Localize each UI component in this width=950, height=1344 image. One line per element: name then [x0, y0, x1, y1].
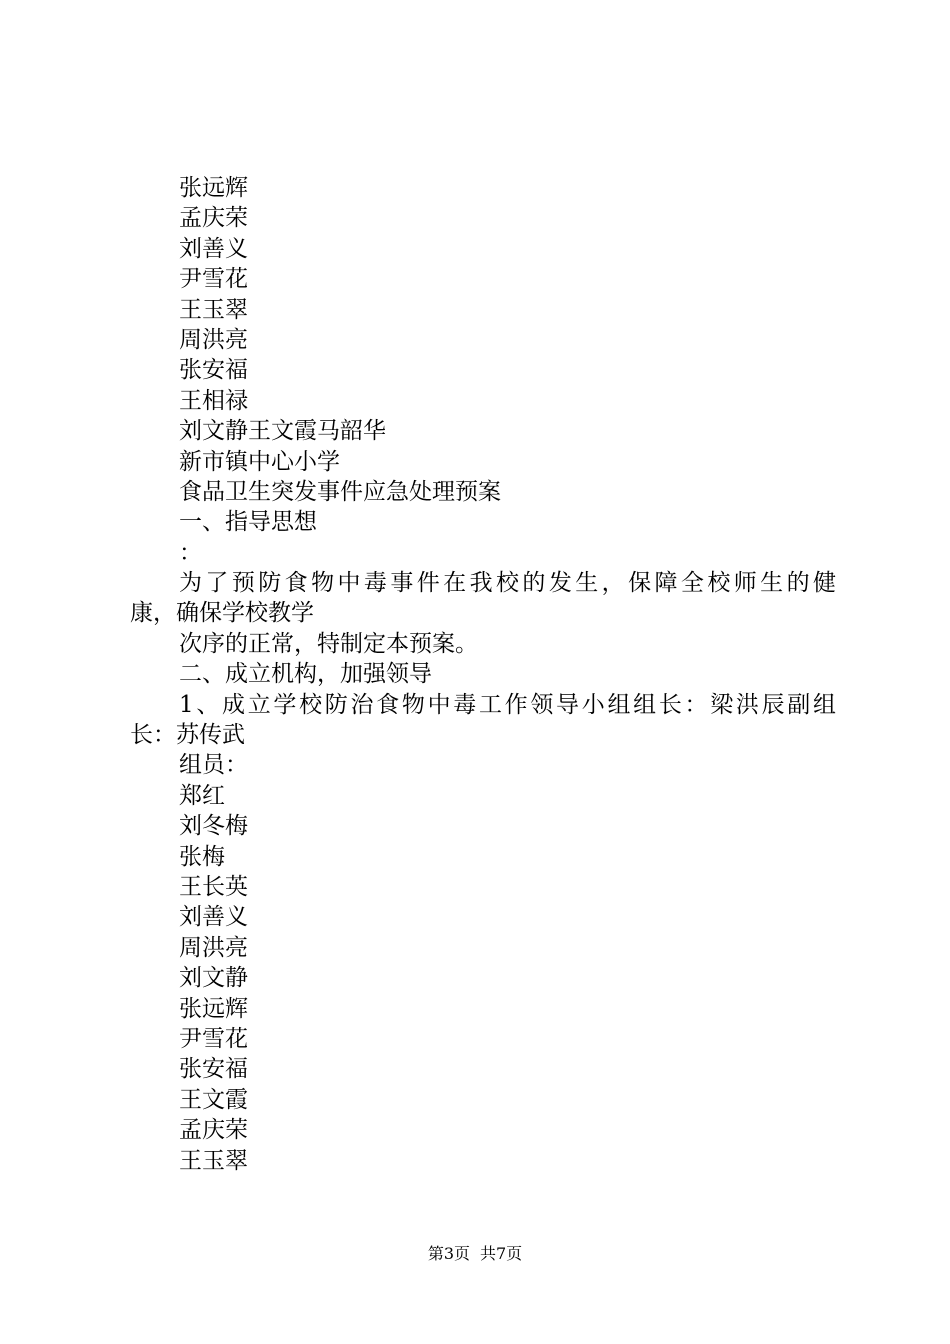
- text-line: 刘善义: [179, 235, 248, 262]
- text-line: ：: [179, 539, 202, 566]
- document-title: 食品卫生突发事件应急处理预案: [179, 478, 501, 505]
- page-number: 第3页: [427, 1244, 470, 1263]
- member-name: 王长英: [179, 873, 248, 900]
- text-line: 王玉翠: [179, 296, 248, 323]
- member-name: 刘善义: [179, 904, 248, 931]
- paragraph-line: 康，确保学校教学: [130, 600, 314, 627]
- text-line: 尹雪花: [179, 266, 248, 293]
- section-heading: 二、成立机构，加强领导: [179, 661, 432, 688]
- member-name: 孟庆荣: [179, 1117, 248, 1144]
- member-name: 刘冬梅: [179, 813, 248, 840]
- text-line: 周洪亮: [179, 326, 248, 353]
- text-line: 张安福: [179, 357, 248, 384]
- text-line: 刘文静王文霞马韶华: [179, 418, 386, 445]
- paragraph-line: 长：苏传武: [130, 722, 245, 749]
- text-line: 孟庆荣: [179, 205, 248, 232]
- section-heading: 一、指导思想: [179, 509, 317, 536]
- member-name: 周洪亮: [179, 934, 248, 961]
- member-name: 王玉翠: [179, 1147, 248, 1174]
- page-total: 共7页: [480, 1244, 523, 1263]
- text-line: 组员：: [179, 752, 248, 779]
- paragraph-line: 次序的正常，特制定本预案。: [179, 630, 478, 657]
- text-line: 张远辉: [179, 175, 248, 201]
- document-body: [130, 173, 836, 1176]
- member-name: 王文霞: [179, 1086, 248, 1113]
- member-name: 张安福: [179, 1056, 248, 1083]
- member-name: 刘文静: [179, 965, 248, 992]
- paragraph-line: 1、成立学校防治食物中毒工作领导小组组长：梁洪辰副组: [179, 691, 836, 718]
- member-name: 张远辉: [179, 995, 248, 1022]
- member-name: 张梅: [179, 843, 225, 870]
- school-name: 新市镇中心小学: [179, 448, 340, 475]
- page-footer: [0, 1244, 950, 1264]
- member-name: 郑红: [179, 782, 225, 809]
- paragraph-line: 为了预防食物中毒事件在我校的发生，保障全校师生的健: [179, 570, 836, 597]
- text-line: 王相禄: [179, 387, 248, 414]
- member-name: 尹雪花: [179, 1025, 248, 1052]
